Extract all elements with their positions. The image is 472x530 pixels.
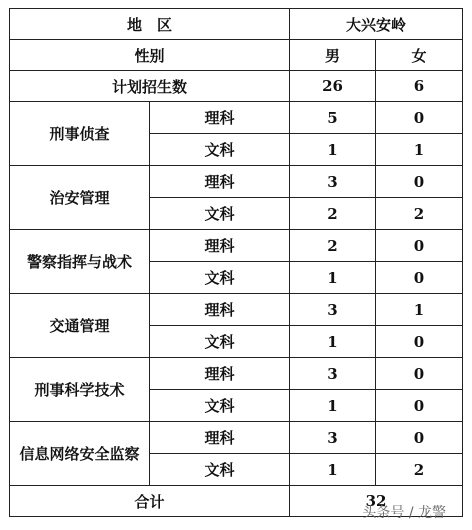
female-count: 0: [376, 166, 463, 198]
male-count: 3: [290, 166, 376, 198]
region-value: 大兴安岭: [290, 9, 463, 40]
watermark-text: 头条号 / 龙警: [362, 505, 446, 521]
plan-row: [10, 71, 463, 102]
subject-cell: 文科: [150, 454, 290, 486]
gender-label: 性别: [10, 40, 290, 71]
male-count: 1: [290, 326, 376, 358]
female-count: 1: [376, 134, 463, 166]
male-count: 2: [290, 230, 376, 262]
male-count: 5: [290, 102, 376, 134]
male-count: 1: [290, 134, 376, 166]
major-row: [10, 102, 463, 134]
major-name: 警察指挥与战术: [10, 230, 150, 294]
region-label: 地 区: [10, 9, 290, 40]
subject-cell: 文科: [150, 262, 290, 294]
female-count: 0: [376, 102, 463, 134]
male-header: 男: [290, 40, 376, 71]
female-count: 0: [376, 262, 463, 294]
subject-cell: 理科: [150, 422, 290, 454]
female-count: 2: [376, 198, 463, 230]
subject-cell: 文科: [150, 198, 290, 230]
male-count: 2: [290, 198, 376, 230]
male-count: 1: [290, 262, 376, 294]
subject-cell: 理科: [150, 230, 290, 262]
female-count: 0: [376, 230, 463, 262]
major-name: 刑事侦查: [10, 102, 150, 166]
female-count: 0: [376, 326, 463, 358]
subject-cell: 理科: [150, 294, 290, 326]
major-row: [10, 230, 463, 262]
major-row: [10, 422, 463, 454]
major-row: [10, 294, 463, 326]
region-row: [10, 9, 463, 40]
male-count: 1: [290, 454, 376, 486]
major-row: [10, 166, 463, 198]
subject-cell: 文科: [150, 326, 290, 358]
total-value: 32: [290, 486, 463, 517]
major-row: [10, 358, 463, 390]
subject-cell: 文科: [150, 390, 290, 422]
subject-cell: 理科: [150, 166, 290, 198]
major-name: 刑事科学技术: [10, 358, 150, 422]
plan-label: 计划招生数: [10, 71, 290, 102]
female-count: 1: [376, 294, 463, 326]
female-count: 0: [376, 390, 463, 422]
female-count: 0: [376, 358, 463, 390]
subject-cell: 理科: [150, 102, 290, 134]
gender-row: [10, 40, 463, 71]
major-name: 信息网络安全监察: [10, 422, 150, 486]
male-count: 3: [290, 358, 376, 390]
subject-cell: 文科: [150, 134, 290, 166]
plan-female: 6: [376, 71, 463, 102]
female-count: 0: [376, 422, 463, 454]
female-count: 2: [376, 454, 463, 486]
subject-cell: 理科: [150, 358, 290, 390]
female-header: 女: [376, 40, 463, 71]
total-label: 合计: [10, 486, 290, 517]
male-count: 3: [290, 294, 376, 326]
plan-male: 26: [290, 71, 376, 102]
male-count: 1: [290, 390, 376, 422]
major-name: 治安管理: [10, 166, 150, 230]
male-count: 3: [290, 422, 376, 454]
major-name: 交通管理: [10, 294, 150, 358]
enrollment-table: [9, 8, 463, 517]
